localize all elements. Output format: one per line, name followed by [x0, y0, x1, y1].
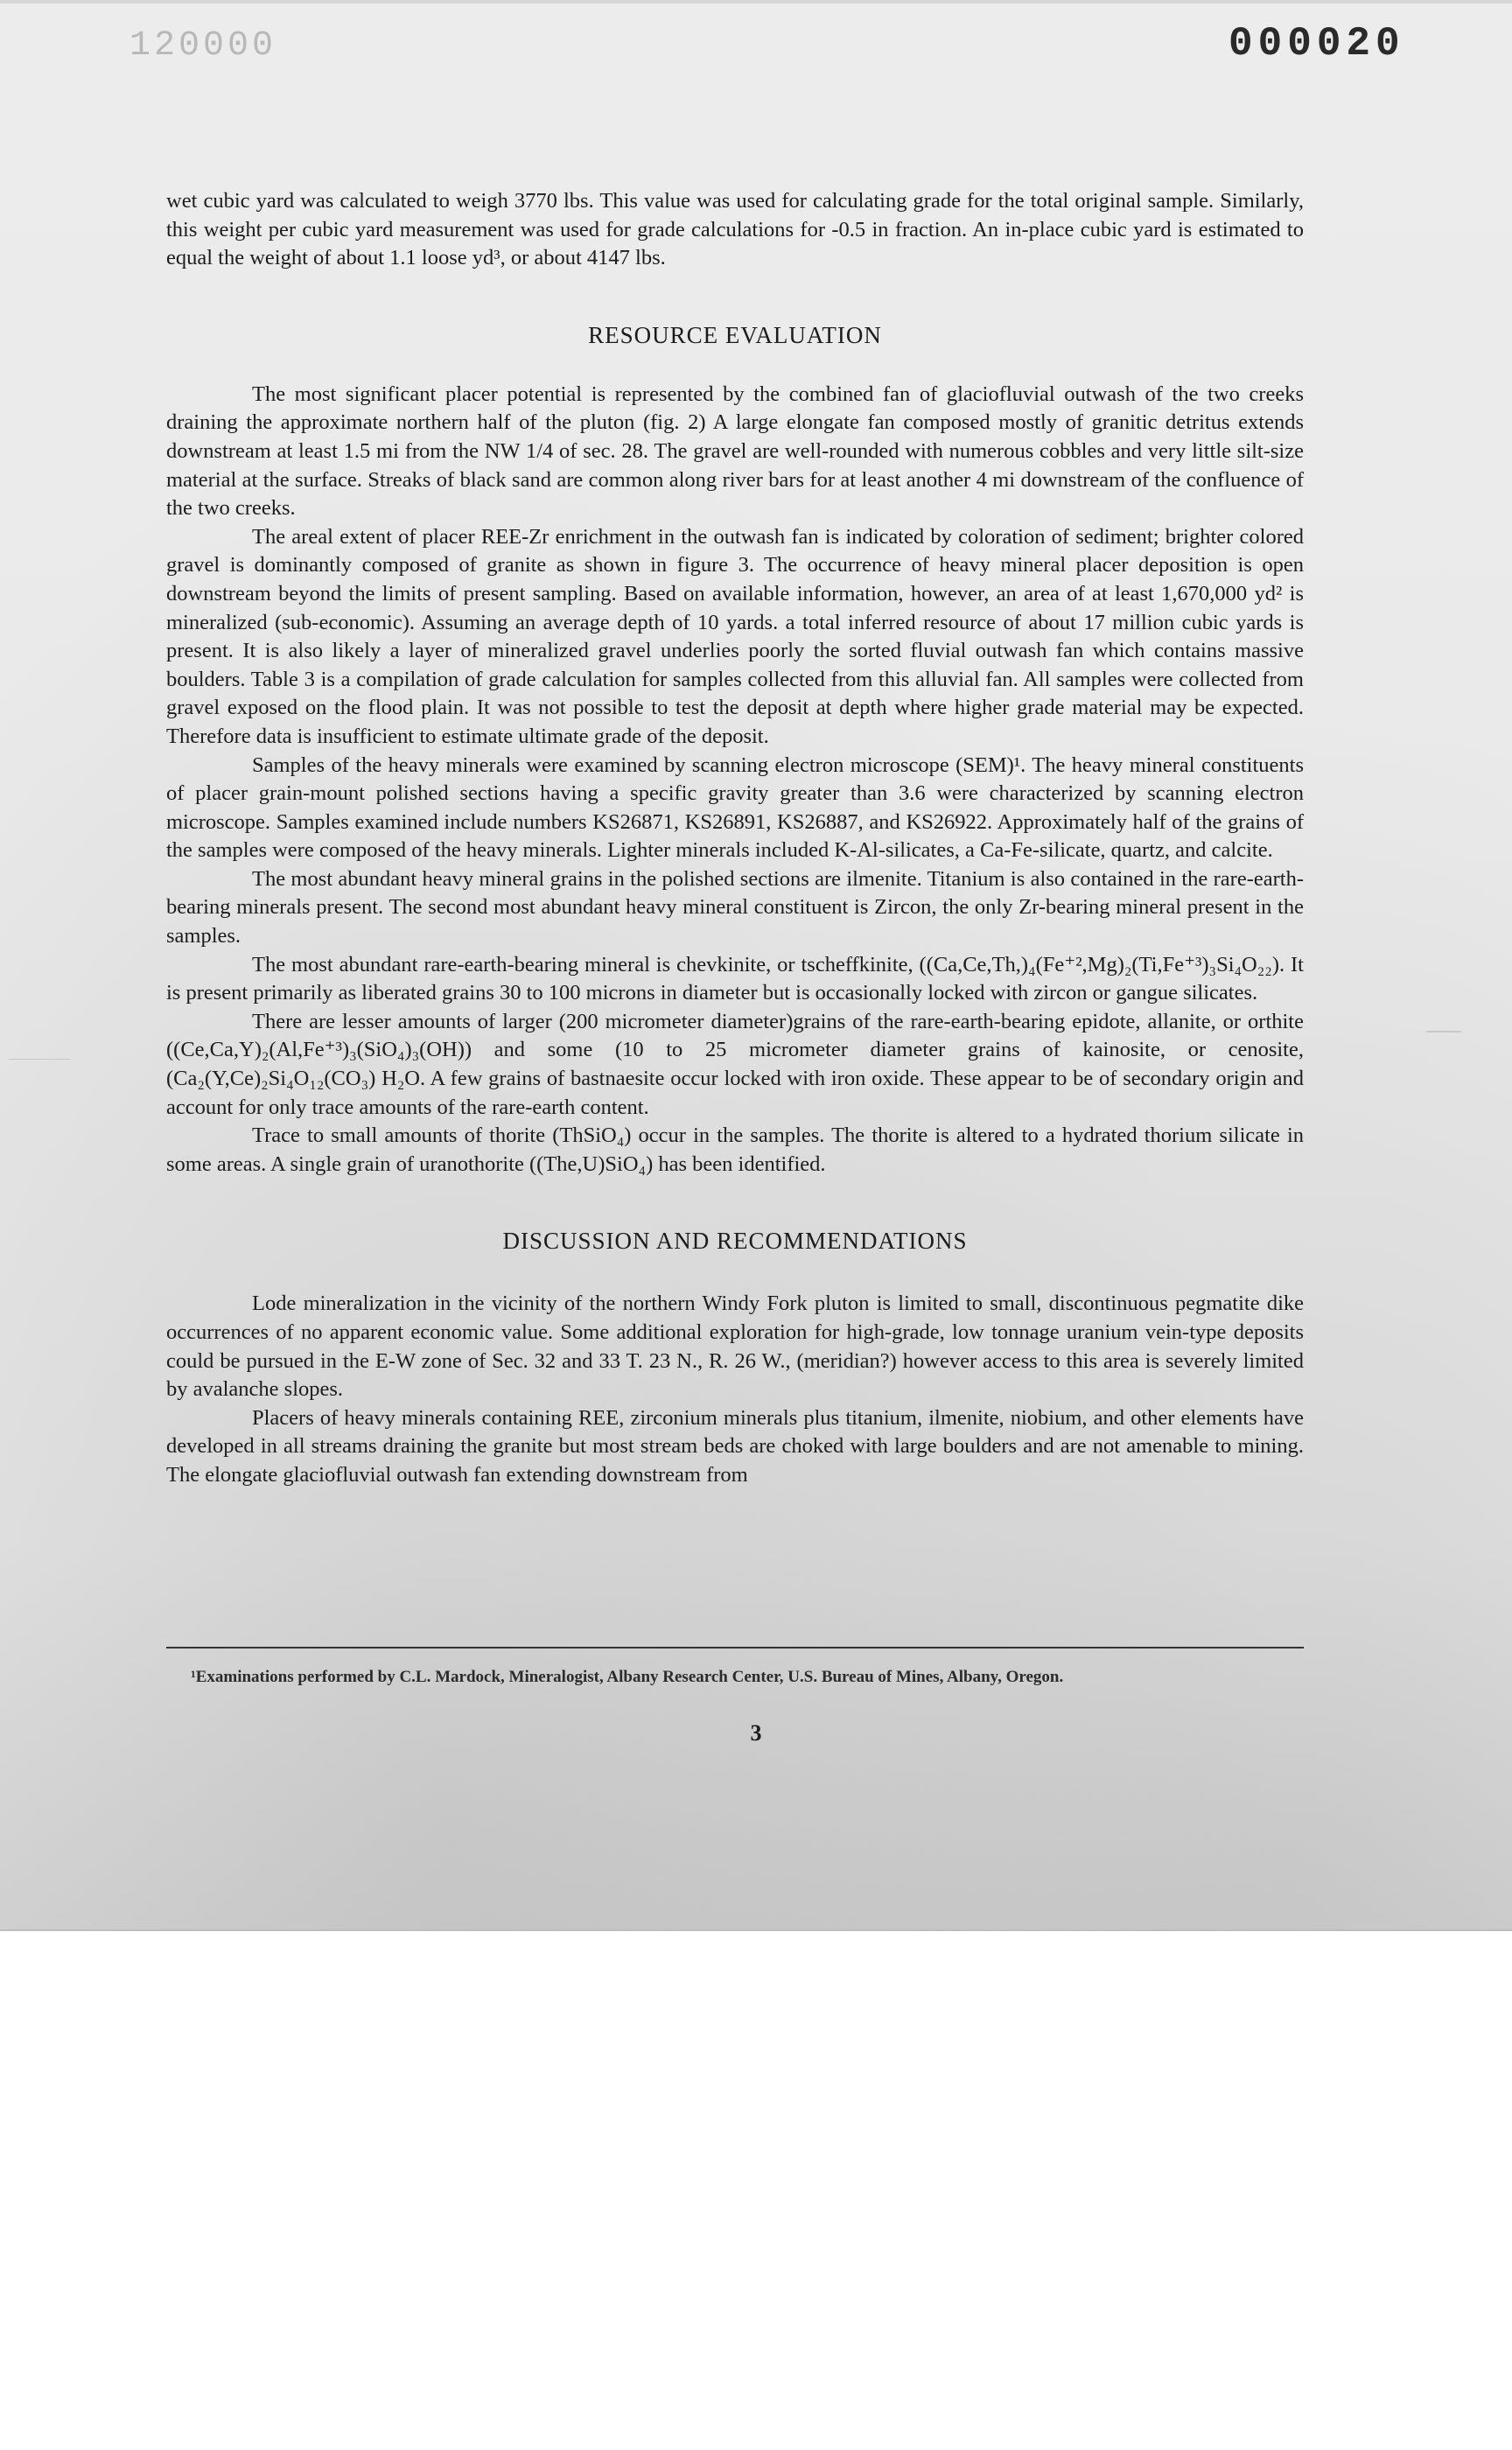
discussion-paragraph-1: Lode mineralization in the vicinity of the northern Windy Fork pluton is limited to small, discontinuous pegmatite dike occurrences of no apparent economic value. Some additional exploration for high-grade, low tonnage uranium vein-type deposits could be pursued in the E-W zone of Sec. 32 and 33 T. 23 N., R. 26 W., (meridian?) however access to this area is severely limited by avalanche slopes. — [166, 1292, 1304, 1402]
resource-paragraph-3: Samples of the heavy minerals were examined by scanning electron microscope (SEM)¹. The heavy mineral constituents of placer grain-mount polished sections having a specific gravity greater than 3.6 were characterized by scanning electron microscope. Samples examined include numbers KS26871, KS26891, KS26887, and KS26922. Approximately half of the grains of the samples were composed of the heavy minerals. Lighter minerals included K-Al-silicates, a Ca-Fe-silicate, quartz, and calcite. — [166, 752, 1304, 863]
page-id-stamp: 000020 — [1228, 21, 1405, 66]
discussion-paragraph-2: Placers of heavy minerals containing REE, zirconium minerals plus titanium, ilmenite, niobium, and other elements have developed in all streams draining the granite but most stream beds are choked with large boulders and are not amenable to mining. The elongate glaciofluvial outwash fan extending downstream from — [166, 1405, 1304, 1487]
resource-paragraph-5: The most abundant rare-earth-bearing mineral is chevkinite, or tscheffkinite, ((Ca,Ce,Th,)₄(Fe⁺²,Mg)₂(Ti,Fe⁺³)₃Si₄O₂₂). It is present primarily as liberated grains 30 to 100 microns in diameter but is occasionally locked with zircon or gangue silicates. — [166, 952, 1304, 1005]
resource-paragraph-4: The most abundant heavy mineral grains in the polished sections are ilmenite. Titanium is also contained in the rare-earth-bearing minerals present. The second most abundant heavy mineral constituent is Zircon, the only Zr-bearing mineral present in the samples. — [166, 866, 1304, 948]
document-body — [166, 187, 1304, 1490]
scan-artifact — [1426, 1031, 1461, 1032]
intro-paragraph: wet cubic yard was calculated to weigh 3770 lbs. This value was used for calculating grade for the total original sample. Similarly, this weight per cubic yard measurement was used for grade calculations for -0.5 in fraction. An in-place cubic yard is estimated to equal the weight of about 1.1 loose yd³, or about 4147 lbs. — [166, 189, 1304, 270]
scan-artifact — [9, 1059, 70, 1060]
scan-top-edge — [0, 0, 1512, 4]
faint-stamp-number: 120000 — [130, 26, 277, 66]
footnote: ¹Examinations performed by C.L. Mardock, Mineralogist, Albany Research Center, U.S. Bureau of Mines, Albany, Oregon. — [191, 1668, 1064, 1686]
resource-paragraph-7: Trace to small amounts of thorite (ThSiO₄) occur in the samples. The thorite is altered to a hydrated thorium silicate in some areas. A single grain of uranothorite ((The,U)SiO₄) has been identified. — [166, 1124, 1304, 1176]
resource-paragraph-1: The most significant placer potential is represented by the combined fan of glaciofluvial outwash of the two creeks draining the approximate northern half of the pluton (fig. 2) A large elongate fan composed mostly of granitic detritus extends downstream at least 1.5 mi from the NW 1/4 of sec. 28. The gravel are well-rounded with numerous cobbles and very little silt-size material at the surface. Streaks of black sand are common along river bars for at least another 4 mi downstream of the confluence of the two creeks. — [166, 382, 1304, 521]
heading-resource-evaluation: RESOURCE EVALUATION — [588, 321, 882, 348]
resource-paragraph-6: There are lesser amounts of larger (200 micrometer diameter)grains of the rare-earth-bearing epidote, allanite, or orthite ((Ce,Ca,Y)₂(Al,Fe⁺³)₃(SiO₄)₃(OH)) and some (10 to 25 micrometer diameter grains of kainosite, or cenosite, (Ca₂(Y,Ce)₂Si₄O₁₂(CO₃) H₂O. A few grains of bastnaesite occur locked with iron oxide. These appear to be of secondary origin and account for only trace amounts of the rare-earth content. — [166, 1009, 1304, 1119]
resource-paragraph-2: The areal extent of placer REE-Zr enrichment in the outwash fan is indicated by coloration of sediment; brighter colored gravel is dominantly composed of granite as shown in figure 3. The occurrence of heavy mineral placer deposition is open downstream beyond the limits of present sampling. Based on available information, however, an area of at least 1,670,000 yd² is mineralized (sub-economic). Assuming an average depth of 10 yards. a total inferred resource of about 17 million cubic yards is present. It is also likely a layer of mineralized gravel underlies poorly the sorted fluvial outwash fan which contains massive boulders. Table 3 is a compilation of grade calculation for samples collected from this alluvial fan. All samples were collected from gravel exposed on the flood plain. It was not possible to test the deposit at depth where higher grade material may be expected. Therefore data is insufficient to estimate ultimate grade of the deposit. — [166, 524, 1304, 748]
page-number: 3 — [750, 1720, 762, 1746]
footnote-divider — [166, 1647, 1304, 1648]
heading-discussion-recommendations: DISCUSSION AND RECOMMENDATIONS — [502, 1228, 968, 1255]
